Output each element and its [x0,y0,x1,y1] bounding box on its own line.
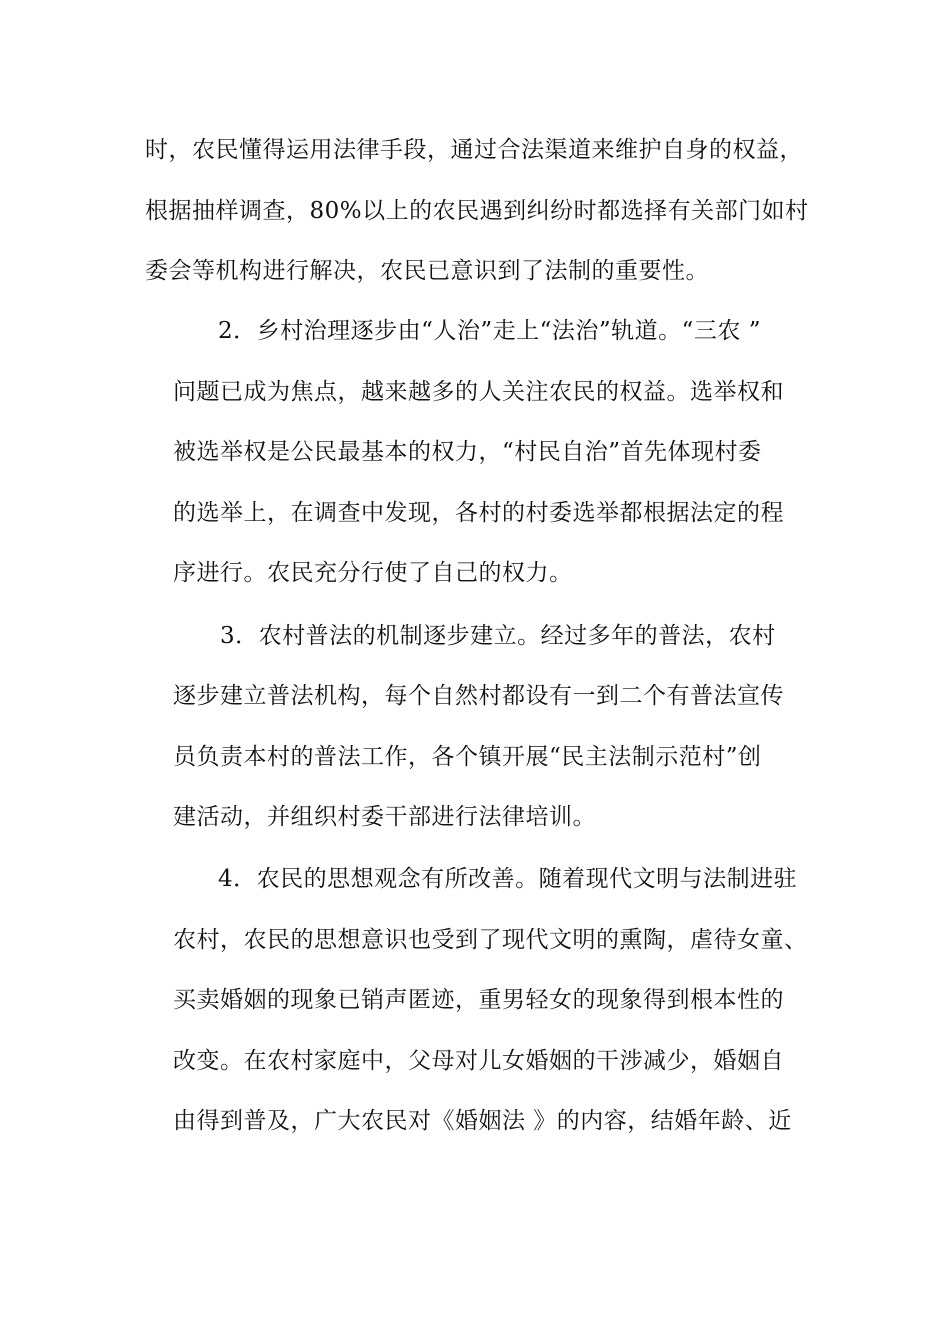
paragraph-line: 问题已成为焦点，越来越多的人关注农民的权益。选举权和 [173,379,784,405]
paragraph-line: 根据抽样调查，80%以上的农民遇到纠纷时都选择有关部门如村 [145,198,809,224]
paragraph-line: 委会等机构进行解决，农民已意识到了法制的重要性。 [145,258,709,284]
paragraph-line: 员负责本村的普法工作，各个镇开展“民主法制示范村”创 [173,744,762,770]
paragraph-line: 买卖婚姻的现象已销声匿迹，重男轻女的现象得到根本性的 [173,987,784,1013]
paragraph-line: 改变。在农村家庭中，父母对儿女婚姻的干涉减少，婚姻自 [173,1048,784,1074]
paragraph-line: 4．农民的思想观念有所改善。随着现代文明与法制进驻 [218,866,798,892]
paragraph-line: 逐步建立普法机构，每个自然村都设有一到二个有普法宣传 [173,683,784,709]
paragraph-line: 3．农村普法的机制逐步建立。经过多年的普法，农村 [220,623,776,649]
paragraph-line: 时，农民懂得运用法律手段，通过合法渠道来维护自身的权益， [145,137,803,163]
paragraph-line: 农村，农民的思想意识也受到了现代文明的熏陶，虐待女童、 [173,927,808,953]
paragraph-line: 建活动，并组织村委干部进行法律培训。 [173,804,596,830]
paragraph-line: 序进行。农民充分行使了自己的权力。 [173,560,573,586]
paragraph-line: 由得到普及，广大农民对《婚姻法 》的内容，结婚年龄、近 [173,1108,792,1134]
paragraph-line: 被选举权是公民最基本的权力，“村民自治”首先体现村委 [173,439,762,465]
paragraph-line: 2．乡村治理逐步由“人治”走上“法治”轨道。“三农 ” [218,318,761,344]
paragraph-line: 的选举上，在调查中发现，各村的村委选举都根据法定的程 [173,500,784,526]
